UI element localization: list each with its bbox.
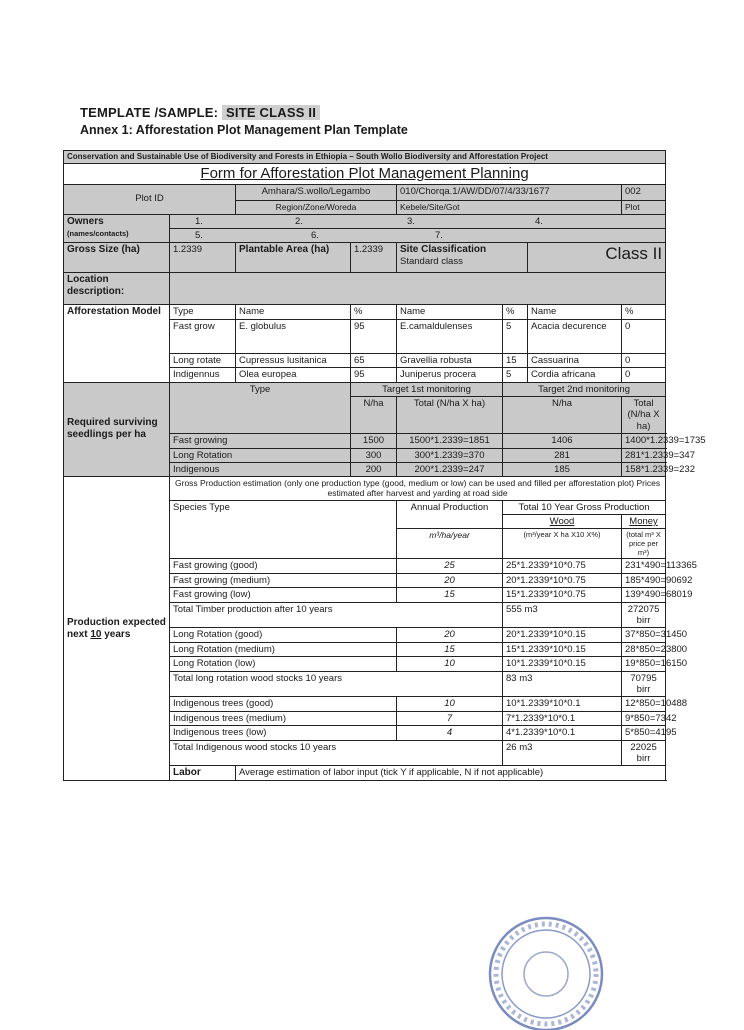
aff-pct: 65 — [351, 353, 397, 367]
aff-species: Cassuarina — [528, 353, 622, 367]
region-value: Amhara/S.wollo/Legambo — [236, 184, 397, 200]
seedlings-target2-header: Target 2nd monitoring — [503, 382, 666, 396]
aff-species: Gravellia robusta — [397, 353, 503, 367]
gross-size-label: Gross Size (ha) — [64, 243, 170, 273]
kebele-value: 010/Chorqa.1/AW/DD/07/4/33/1677 — [397, 184, 622, 200]
aff-pct: 95 — [351, 319, 397, 353]
site-class-value: Class II — [528, 243, 666, 273]
production-label-years: 10 — [90, 628, 102, 640]
wood-unit: (m³/year X ha X10 X%) — [503, 529, 622, 559]
seedlings-n2: 185 — [503, 462, 622, 476]
aff-type: Long rotate — [170, 353, 236, 367]
production-total-label: Total Timber production after 10 years — [170, 602, 503, 628]
production-total-label: Total Indigenous wood stocks 10 years — [170, 740, 503, 766]
seedlings-t1: 300*1.2339=370 — [397, 448, 503, 462]
seedlings-type-header: Type — [170, 382, 351, 434]
owners-line-2 — [170, 228, 666, 242]
production-money: 5*850=4195 — [622, 726, 666, 740]
seedlings-t2: 281*1.2339=347 — [622, 448, 666, 462]
production-species: Indigenous trees (low) — [170, 726, 397, 740]
aff-header-name-2: Name — [397, 305, 503, 319]
owner-4: 4. — [535, 215, 543, 227]
seedlings-n2: 281 — [503, 448, 622, 462]
annual-production-header: Annual Production — [397, 500, 503, 529]
owner-2: 2. — [295, 215, 303, 227]
aff-pct: 15 — [503, 353, 528, 367]
annual-unit: m³/ha/year — [397, 529, 503, 559]
production-annual: 7 — [397, 711, 503, 725]
production-species: Fast growing (low) — [170, 588, 397, 602]
production-annual: 15 — [397, 642, 503, 656]
aff-species: Olea europea — [236, 368, 351, 382]
production-annual: 4 — [397, 726, 503, 740]
seedlings-t2: 158*1.2339=232 — [622, 462, 666, 476]
aff-pct: 0 — [622, 353, 666, 367]
production-wood: 20*1.2339*10*0.15 — [503, 628, 622, 642]
document-header — [80, 105, 408, 137]
site-classification-title: Site Classification — [400, 244, 487, 256]
region-label: Region/Zone/Woreda — [236, 200, 397, 214]
production-total-wood: 26 m3 — [503, 740, 622, 766]
seedlings-t1: 1500*1.2339=1851 — [397, 434, 503, 448]
production-money: 37*850=31450 — [622, 628, 666, 642]
production-species: Long Rotation (medium) — [170, 642, 397, 656]
production-annual: 20 — [397, 573, 503, 587]
aff-pct: 0 — [622, 368, 666, 382]
aff-species: Acacia decurence — [528, 319, 622, 353]
seedlings-n1: 200 — [351, 462, 397, 476]
project-banner: Conservation and Sustainable Use of Biodiversity and Forests in Ethiopia – South Wollo Biodiversity and Afforestation Project — [64, 151, 666, 164]
owners-title: Owners — [67, 215, 104, 227]
owner-3: 3. — [407, 215, 415, 227]
seedlings-n1: 300 — [351, 448, 397, 462]
production-annual: 10 — [397, 697, 503, 711]
gross-size-value: 1.2339 — [170, 243, 236, 273]
production-species: Fast growing (medium) — [170, 573, 397, 587]
aff-header-pct-2: % — [503, 305, 528, 319]
production-total-wood: 83 m3 — [503, 671, 622, 697]
seedlings-label: Required surviving seedlings per ha — [64, 382, 170, 477]
seedlings-n1: 1500 — [351, 434, 397, 448]
plot-id-label: Plot ID — [64, 184, 236, 214]
site-classification-label — [397, 243, 528, 273]
production-wood: 10*1.2339*10*0.1 — [503, 697, 622, 711]
seedlings-total-1: Total (N/ha X ha) — [397, 396, 503, 433]
seedlings-total-2: Total (N/ha X ha) — [622, 396, 666, 433]
aff-header-name-1: Name — [236, 305, 351, 319]
production-total-money: 22025 birr — [622, 740, 666, 766]
site-classification-sub: Standard class — [400, 256, 463, 268]
owners-line-1 — [170, 214, 666, 228]
owner-7: 7. — [435, 229, 443, 241]
production-money: 28*850=23800 — [622, 642, 666, 656]
production-wood: 7*1.2339*10*0.1 — [503, 711, 622, 725]
official-stamp-icon — [476, 912, 616, 1030]
aff-species: E. globulus — [236, 319, 351, 353]
production-annual: 20 — [397, 628, 503, 642]
seedlings-nha-1: N/ha — [351, 396, 397, 433]
location-value — [170, 273, 666, 305]
species-type-header: Species Type — [170, 500, 397, 559]
aff-type: Fast grow — [170, 319, 236, 353]
seedlings-t2: 1400*1.2339=1735 — [622, 434, 666, 448]
production-money: 9*850=7342 — [622, 711, 666, 725]
aff-species: Cupressus lusitanica — [236, 353, 351, 367]
production-annual: 25 — [397, 559, 503, 573]
aff-header-name-3: Name — [528, 305, 622, 319]
aff-species: Cordia africana — [528, 368, 622, 382]
production-species: Long Rotation (good) — [170, 628, 397, 642]
location-label: Location description: — [64, 273, 170, 305]
aff-species: Juniperus procera — [397, 368, 503, 382]
aff-pct: 5 — [503, 368, 528, 382]
production-species: Long Rotation (low) — [170, 657, 397, 671]
template-prefix: TEMPLATE /SAMPLE: — [80, 105, 219, 120]
owner-6: 6. — [311, 229, 319, 241]
production-annual: 15 — [397, 588, 503, 602]
production-wood: 10*1.2339*10*0.15 — [503, 657, 622, 671]
aff-header-pct-3: % — [622, 305, 666, 319]
production-wood: 15*1.2339*10*0.15 — [503, 642, 622, 656]
seedlings-type: Indigenous — [170, 462, 351, 476]
labor-label: Labor — [170, 766, 236, 781]
production-species: Fast growing (good) — [170, 559, 397, 573]
production-label-suffix: years — [101, 628, 131, 640]
production-label — [64, 477, 170, 781]
plot-label: Plot — [622, 200, 666, 214]
aff-header-type: Type — [170, 305, 236, 319]
seedlings-nha-2: N/ha — [503, 396, 622, 433]
owners-label — [64, 214, 170, 243]
money-unit: (total m³ X price per m³) — [622, 529, 666, 559]
production-money: 12*850=10488 — [622, 697, 666, 711]
production-intro: Gross Production estimation (only one production type (good, medium or low) can be used and filled per afforestation plot) Prices estimated after harvest and yarding at road side — [170, 477, 666, 500]
production-label-text: Production expected next — [67, 616, 166, 640]
labor-text: Average estimation of labor input (tick Y if applicable, N if not applicable) — [236, 766, 666, 781]
production-wood: 15*1.2339*10*0.75 — [503, 588, 622, 602]
seedlings-type: Long Rotation — [170, 448, 351, 462]
annex-heading: Annex 1: Afforestation Plot Management Plan Template — [80, 123, 408, 137]
total-10-year-header: Total 10 Year Gross Production — [503, 500, 666, 514]
seedlings-target1-header: Target 1st monitoring — [351, 382, 503, 396]
owners-sublabel: (names/contacts) — [67, 228, 129, 238]
site-class-highlight: SITE CLASS II — [222, 105, 320, 120]
production-annual: 10 — [397, 657, 503, 671]
plantable-area-value: 1.2339 — [351, 243, 397, 273]
plot-value: 002 — [622, 184, 666, 200]
production-total-label: Total long rotation wood stocks 10 years — [170, 671, 503, 697]
form-title: Form for Afforestation Plot Management Planning — [64, 163, 666, 184]
owner-5: 5. — [195, 229, 203, 241]
money-header: Money — [622, 515, 666, 529]
plantable-area-label: Plantable Area (ha) — [236, 243, 351, 273]
production-money: 19*850=16150 — [622, 657, 666, 671]
production-total-money: 272075 birr — [622, 602, 666, 628]
aff-pct: 95 — [351, 368, 397, 382]
template-heading — [80, 105, 408, 120]
aff-pct: 5 — [503, 319, 528, 353]
production-wood: 25*1.2339*10*0.75 — [503, 559, 622, 573]
aff-header-pct-1: % — [351, 305, 397, 319]
production-wood: 20*1.2339*10*0.75 — [503, 573, 622, 587]
production-total-wood: 555 m3 — [503, 602, 622, 628]
plot-management-form — [63, 150, 706, 781]
production-money: 139*490=68019 — [622, 588, 666, 602]
owner-1: 1. — [195, 215, 203, 227]
production-total-money: 70795 birr — [622, 671, 666, 697]
aff-pct: 0 — [622, 319, 666, 353]
production-wood: 4*1.2339*10*0.1 — [503, 726, 622, 740]
aff-type: Indigennus — [170, 368, 236, 382]
production-money: 231*490=113365 — [622, 559, 666, 573]
production-species: Indigenous trees (medium) — [170, 711, 397, 725]
afforestation-model-label: Afforestation Model — [64, 305, 170, 382]
production-money: 185*490=90692 — [622, 573, 666, 587]
kebele-label: Kebele/Site/Got — [397, 200, 622, 214]
seedlings-n2: 1406 — [503, 434, 622, 448]
wood-header: Wood — [503, 515, 622, 529]
seedlings-t1: 200*1.2339=247 — [397, 462, 503, 476]
seedlings-type: Fast growing — [170, 434, 351, 448]
production-species: Indigenous trees (good) — [170, 697, 397, 711]
aff-species: E.camaldulenses — [397, 319, 503, 353]
